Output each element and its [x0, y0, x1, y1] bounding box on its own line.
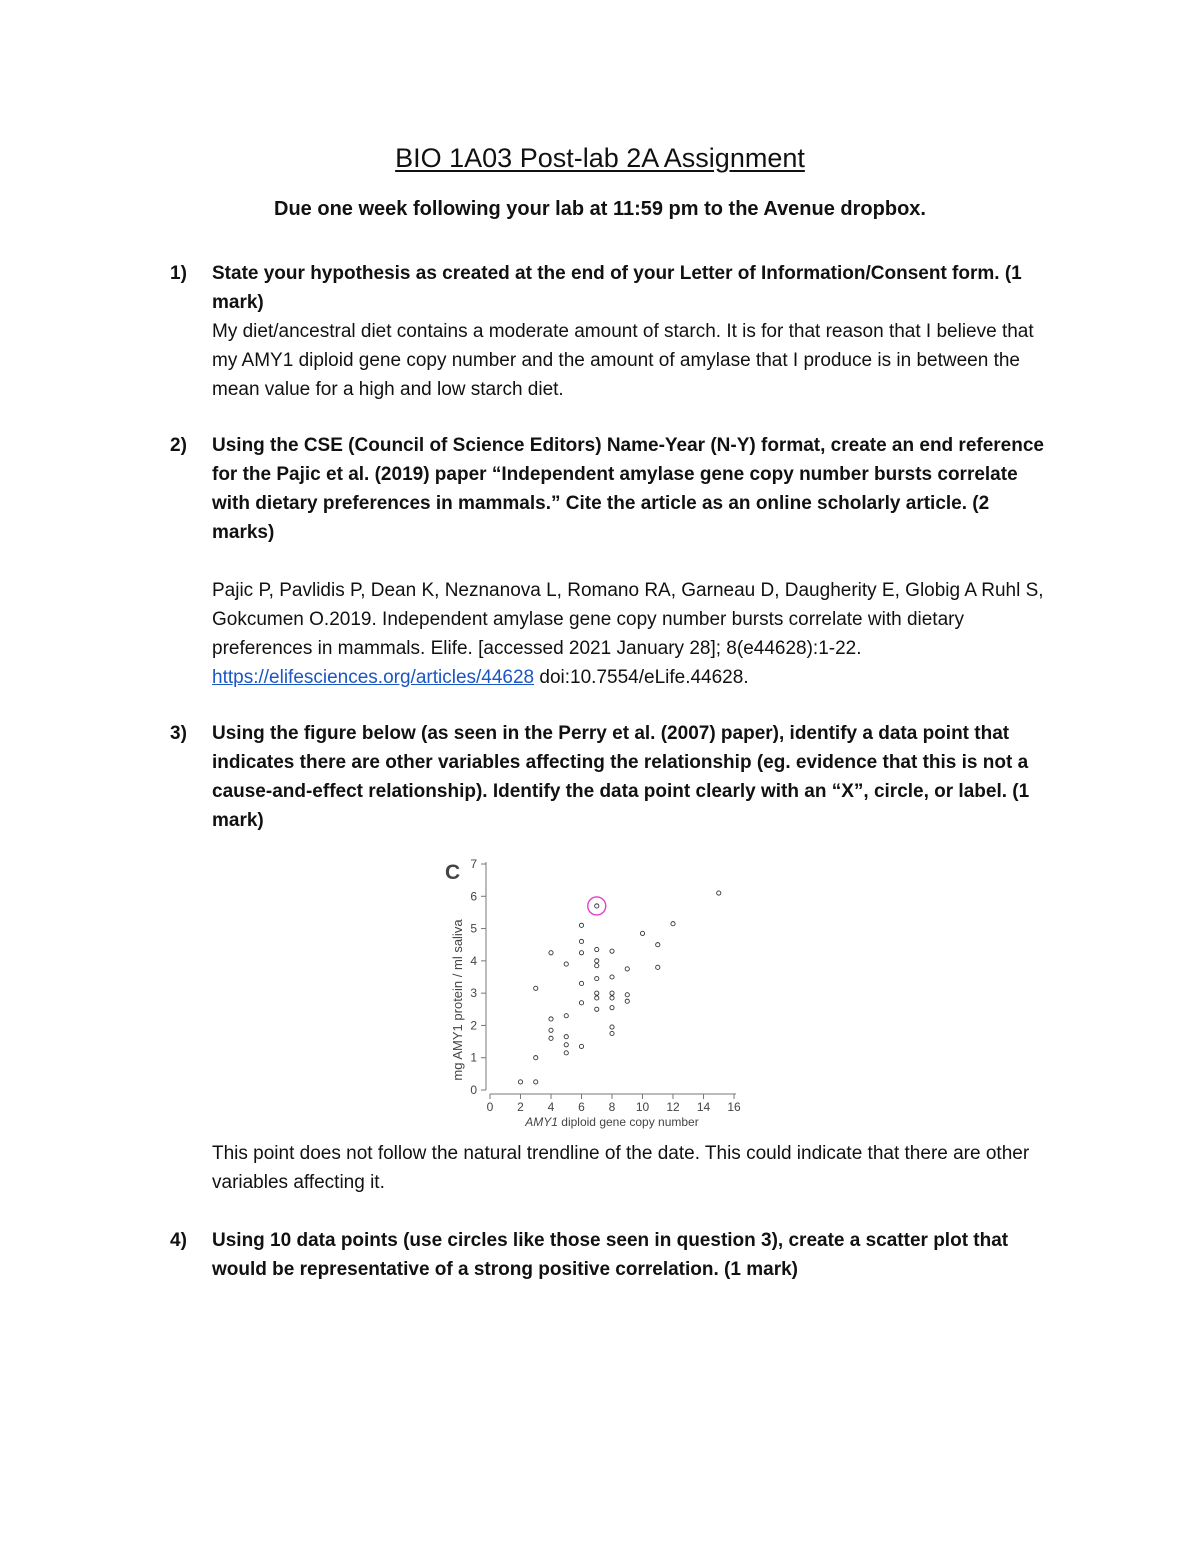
- x-tick-label: 2: [517, 1100, 524, 1114]
- question-answer: This point does not follow the natural trendline of the date. This could indicate that there are other variables affecting it.: [212, 1143, 1030, 1193]
- data-point: [671, 922, 675, 926]
- chart-x-axis-label: [524, 1115, 698, 1129]
- data-point: [564, 1051, 568, 1055]
- scatter-chart: [440, 852, 760, 1137]
- reference-citation: [212, 576, 1050, 692]
- y-tick-label: 5: [470, 921, 477, 936]
- question-answer: My diet/ancestral diet contains a moderate amount of starch. It is for that reason that I believe that my AMY1 diploid gene copy number and the amount of amylase that I produce is in between the mean value for a high and low starch diet.: [212, 321, 1034, 400]
- y-tick-label: 0: [470, 1083, 477, 1097]
- data-point: [717, 891, 721, 895]
- chart-x-axis-label-rest: diploid gene copy number: [557, 1115, 699, 1129]
- question-number: 2): [170, 435, 187, 456]
- data-point: [579, 1044, 583, 1048]
- data-point: [579, 951, 583, 955]
- due-date-note: Due one week following your lab at 11:59 pm to the Avenue dropbox.: [274, 198, 926, 220]
- data-point: [625, 999, 629, 1003]
- question-2: [170, 431, 1050, 692]
- data-point: [595, 959, 599, 963]
- reference-text: Pajic P, Pavlidis P, Dean K, Neznanova L, Romano RA, Garneau D, Daugherity E, Globig A Ruhl S, Gokcumen O.2019. Independent amylase gene copy number bursts correlate with dietary preferences in mammals. Elife. [accessed 2021 January 28]; 8(e44628):1-22.: [212, 580, 1044, 659]
- y-tick-label: 2: [470, 1018, 477, 1033]
- data-point: [625, 993, 629, 997]
- data-point: [656, 965, 660, 969]
- x-tick-label: 6: [578, 1100, 585, 1114]
- question-4: [170, 1226, 1050, 1284]
- data-point: [595, 947, 599, 951]
- data-point: [579, 981, 583, 985]
- question-3: [170, 719, 1050, 835]
- data-point: [610, 1025, 614, 1029]
- data-point: [564, 1014, 568, 1018]
- data-point: [579, 923, 583, 927]
- question-1: [170, 259, 1050, 404]
- data-point: [518, 1080, 522, 1084]
- x-tick-label: 10: [635, 1100, 650, 1114]
- y-tick-label: 6: [470, 889, 477, 904]
- article-link[interactable]: https://elifesciences.org/articles/44628: [212, 667, 535, 688]
- x-tick-label: 8: [608, 1100, 616, 1114]
- data-point: [625, 967, 629, 971]
- data-point: [579, 1001, 583, 1005]
- data-point: [595, 991, 599, 995]
- highlighted-outlier-circle: [588, 897, 606, 915]
- question-prompt: Using 10 data points (use circles like those seen in question 3), create a scatter plot that would be representative of a strong positive correlation. (1 mark): [212, 1230, 1009, 1280]
- data-point: [549, 951, 553, 955]
- question-prompt: Using the figure below (as seen in the Perry et al. (2007) paper), identify a data point that indicates there are other variables affecting the relationship (eg. evidence that this is not a cause-and-effect relationship). Identify the data point clearly with an “X”, circle, or label. (1 mark): [212, 723, 1030, 831]
- data-point: [549, 1028, 553, 1032]
- y-tick-label: 3: [470, 986, 477, 1001]
- data-point: [564, 962, 568, 966]
- y-tick-label: 7: [470, 857, 477, 871]
- data-point: [534, 1056, 538, 1060]
- data-point: [610, 1031, 614, 1035]
- x-tick-label: 14: [696, 1100, 711, 1114]
- chart-panel-label: C: [445, 861, 461, 884]
- reference-doi: doi:10.7554/eLife.44628.: [539, 667, 749, 688]
- data-point: [610, 1006, 614, 1010]
- data-point: [549, 1017, 553, 1021]
- y-tick-label: 1: [470, 1050, 477, 1065]
- page-title: BIO 1A03 Post-lab 2A Assignment: [395, 143, 805, 173]
- question-number: 4): [170, 1230, 187, 1251]
- data-point: [595, 996, 599, 1000]
- question-prompt: Using the CSE (Council of Science Editors) Name-Year (N-Y) format, create an end reference for the Pajic et al. (2019) paper “Independent amylase gene copy number bursts correlate with dietary preferences in mammals.” Cite the article as an online scholarly article. (2 marks): [212, 435, 1044, 543]
- data-point: [534, 986, 538, 990]
- data-point: [640, 931, 644, 935]
- question-prompt: State your hypothesis as created at the end of your Letter of Information/Consent form. (1 mark): [212, 263, 1022, 313]
- data-point: [595, 1007, 599, 1011]
- x-tick-label: 0: [486, 1100, 494, 1114]
- question-number: 1): [170, 263, 187, 284]
- chart-x-axis-label-italic: AMY1: [525, 1115, 558, 1129]
- x-tick-label: 16: [727, 1100, 741, 1114]
- data-point: [534, 1080, 538, 1084]
- data-point: [610, 996, 614, 1000]
- data-point: [564, 1043, 568, 1047]
- data-point: [610, 975, 614, 979]
- data-point: [549, 1036, 553, 1040]
- data-point: [595, 904, 599, 908]
- chart-y-axis-label: mg AMY1 protein / ml saliva: [450, 919, 465, 1081]
- data-point: [595, 977, 599, 981]
- question-number: 3): [170, 723, 187, 744]
- data-point: [610, 949, 614, 953]
- data-point: [579, 939, 583, 943]
- data-point: [595, 964, 599, 968]
- data-point: [610, 991, 614, 995]
- x-tick-label: 4: [547, 1100, 555, 1114]
- question-3-answer: [170, 1139, 1050, 1197]
- x-tick-label: 12: [666, 1100, 680, 1114]
- y-tick-label: 4: [470, 953, 477, 968]
- data-point: [564, 1035, 568, 1039]
- data-point: [656, 943, 660, 947]
